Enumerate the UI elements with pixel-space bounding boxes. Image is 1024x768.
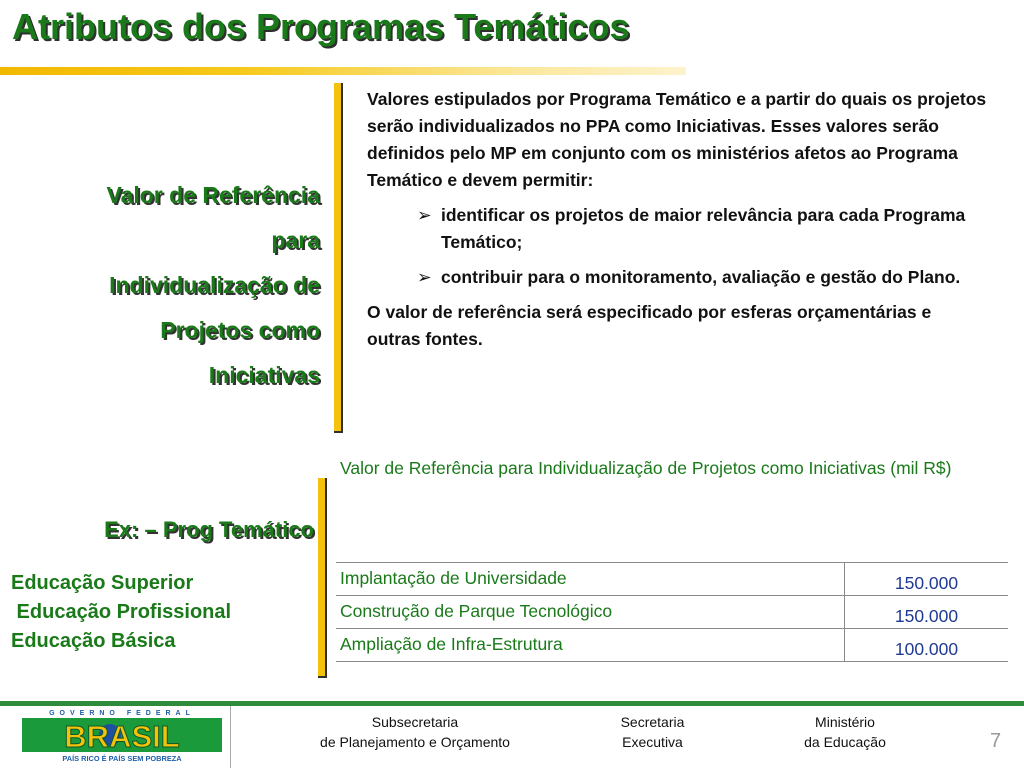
table-row	[336, 629, 1008, 662]
table-row	[336, 596, 1008, 629]
vertical-accent-bar-bottom	[318, 478, 327, 678]
description-closing: O valor de referência será especificado por esferas orçamentárias e outras fontes.	[367, 302, 932, 349]
heading-line: Iniciativas	[208, 362, 320, 388]
logo-top-text: GOVERNO FEDERAL	[49, 710, 195, 717]
description-intro: Valores estipulados por Programa Temático e a partir do quais os projetos serão individualizados no PPA como Iniciativas. Esses valores serão definidos pelo MP em conjunto com os ministérios afetos ao Programa Temático e devem permitir:	[367, 89, 987, 190]
governo-federal-brasil-logo	[22, 707, 222, 763]
table-title: Valor de Referência para Individualização de Projetos como Iniciativas (mil R$)	[340, 458, 952, 478]
footer-line: Subsecretaria	[371, 714, 459, 730]
vertical-accent-bar-top	[334, 83, 343, 433]
project-name: Implantação de Universidade	[336, 563, 845, 596]
logo-divider	[230, 706, 231, 768]
arrow-bullet-icon: ➢	[417, 205, 432, 225]
footer-line: Secretaria	[620, 714, 685, 730]
education-item: Educação Superior	[11, 572, 194, 594]
example-heading: Ex: – Prog Temático	[104, 517, 314, 542]
bullet-item	[417, 264, 987, 291]
footer-line: de Planejamento e Orçamento	[320, 734, 510, 750]
heading-line: Projetos como	[160, 317, 320, 343]
heading-line: para	[271, 227, 320, 253]
education-item: Educação Básica	[11, 630, 176, 652]
page-number: 7	[990, 730, 1002, 752]
logo-word: BRASIL	[64, 719, 180, 754]
table-row	[336, 563, 1008, 596]
logo-slogan: PAÍS RICO É PAÍS SEM POBREZA	[62, 754, 182, 763]
bullet-text: contribuir para o monitoramento, avaliação e gestão do Plano.	[441, 267, 961, 287]
slide-title: Atributos dos Programas Temáticos	[12, 6, 630, 47]
bullet-text: identificar os projetos de maior relevância para cada Programa Temático;	[441, 205, 966, 252]
title-underline	[0, 67, 686, 75]
heading-line: Valor de Referência	[106, 182, 320, 208]
footer-line: da Educação	[804, 734, 886, 750]
project-name: Construção de Parque Tecnológico	[336, 596, 845, 629]
education-list	[11, 569, 231, 656]
project-name: Ampliação de Infra-Estrutura	[336, 629, 845, 662]
footer-divider	[0, 701, 1024, 706]
bullet-item	[417, 202, 987, 256]
footer-line: Ministério	[815, 714, 875, 730]
footer-org-subsecretaria	[280, 712, 550, 752]
reference-values-table	[336, 562, 1008, 662]
description-block	[367, 86, 987, 353]
project-value: 150.000	[845, 563, 1009, 596]
project-value: 150.000	[845, 596, 1009, 629]
footer-org-ministerio	[780, 712, 910, 752]
heading-line: Individualização de	[109, 272, 320, 298]
arrow-bullet-icon: ➢	[417, 267, 432, 287]
footer-org-secretaria	[600, 712, 705, 752]
education-item: Educação Profissional	[11, 601, 232, 623]
reference-value-heading	[0, 173, 320, 398]
footer-line: Executiva	[622, 734, 683, 750]
project-value: 100.000	[845, 629, 1009, 662]
